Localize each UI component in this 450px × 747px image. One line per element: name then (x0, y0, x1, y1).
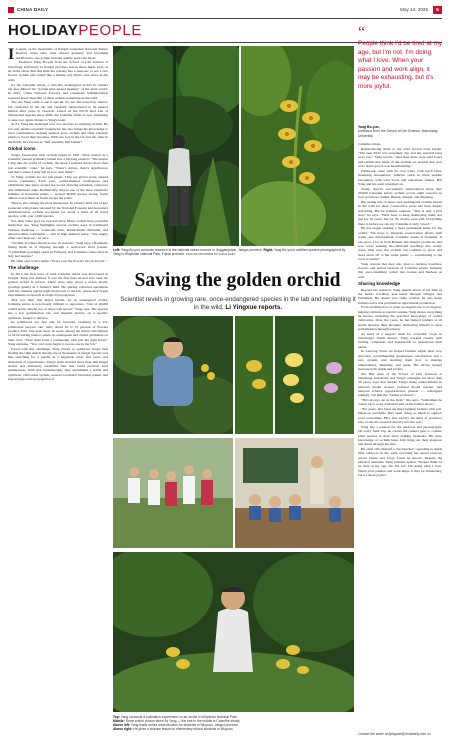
photo-yang-with-orchids (113, 552, 354, 712)
caption-text: Three orchid photos taken by Yang — the one in the middle is Calanthe striata. (125, 719, 241, 724)
photo-caption-bottom (113, 715, 354, 731)
photo-orchid-trio (235, 316, 354, 434)
paragraph: The one Yang came to see is special. It's not discovered by chance, but cultivated in the lab and carefully reintroduced to its natural habitat after years of research. Listed on the IUCN Red List of Threatened Species since 2004, the Calanthe striata is now beginning to take root again, thanks to Yang's team. (8, 100, 108, 122)
paragraph: But seeing one of these once-endangered orchids bloom in the wild for three consecutive years has been deeply rewarding. But he remains cautious. "This is only a first step," he says. "We'll need to keep monitoring them, not just for 10 years, but for 30, maybe even 100. Everything there is before we can say Calanthe is truly 'saved'." (358, 200, 442, 226)
paragraph: n April, as the mountains of Jiangxi Guanshan National Nature Reserve come alive with vibrant greenery and blooming wildflowers, one golden treasure quietly steals the show. (15, 47, 108, 60)
caption-label: Top: (113, 715, 120, 719)
caption-text: Yang Bo-yun's certified species photographed by Yang in Wuyishan National Park, Fujian province. (113, 248, 346, 257)
pull-quote-attribution (358, 125, 442, 138)
article-column-right (358, 142, 442, 730)
quote-mark-icon: “ (358, 24, 366, 41)
paragraph: From teaching how to plant an elegant tree to ecological, helping cultivate economic returns, Yang shares everything he knows, including the practical knowledge of orchid cultivation. Over the years, he has helped farmers at all levels increase their incomes, dedicating himself to rural revitalization through science. (358, 305, 442, 331)
section-title-holiday: HOLIDAY (8, 22, 79, 39)
caption-label: Right: (263, 248, 274, 252)
subheading-global-icons: Global icons (8, 146, 36, 152)
masthead-bar (8, 6, 442, 16)
paragraph: Its pollinators are few and far between, resulting in a low pollination success rate. Only about 10 to 15 percent of flowers produce fruit. Just even then, its seeds among the tiniest and lightest of all flowering plants contain no endosperm and cannot germinate on their own. "They must form a partnership with just the right fungi," Yang explains. "You can't even begin to rescue one in the lab." (8, 320, 108, 346)
paper-name: CHINA DAILY (17, 7, 49, 12)
caption-text: Yang Bo-yun conducts research in the national nature reserve in Jinggangshan, Jiangxi province. (121, 248, 263, 252)
contact-line (358, 732, 442, 736)
drop-cap: I (8, 47, 15, 63)
subheading-sharing-knowledge: Sharing knowledge (358, 281, 401, 286)
photo-caption-top (113, 248, 353, 256)
caption-label: Middle: (113, 719, 125, 724)
paragraph: He often calls himself a "backpacker", spending so much time outdoors in the wild, rewriting his nature reserves across China and every forest he knows. Despite the physical demands, Yang remains upbeat. "People think I'd be tired at my age, but I'm not. I'm doing what I love. When your passion and work align, it may be exhausting, but it's more joyful." (358, 447, 442, 478)
contact-email: liyingxue@chinadaily.com.cn (388, 732, 431, 736)
page-number: 5 (433, 6, 442, 14)
paragraph: He often says with a smile: "Every rose the flowers bloom in Life." (11, 258, 107, 263)
paragraph: Calanthe striata. (358, 142, 382, 146)
paragraph: To Yang, orchids are not just plants. They are global icons, adored across continents. Each year, orchid-themed conferences and exhibitions take place around the world, drawing scientists, collectors and enthusiasts alike. Remarkably, they're one of the most expensive families of flowering plants — around 30,000 species strong, found almost everywhere on Earth except the poles. (8, 174, 108, 201)
caption-text: Yang leads orchid reintroduction for students in Wuyuan, Jiangxi province. (130, 723, 239, 728)
section-title-people: PEOPLE (78, 22, 142, 39)
paragraph: Professor Yang Bo-yun from the School of Life Science at Nanchang University in Jiangxi province leaves these fields well, as he visits often. But this time his journey has a purpose: to see a rare flower, golden and curled like a shrimp tail, thrive once more in the wild. (8, 60, 108, 82)
subheading-challenge: The challenge (8, 265, 39, 271)
issue-date: May 14, 2025 (400, 7, 428, 12)
quote-name: Yang Bo-yun, (358, 125, 380, 129)
paragraph: Xia Bin, dean of the School of Life Sciences at Nanchang University and Yang's colleague for more than 30 years, says that despite Yang's many achievements in national model worker, national model teacher, and national science popularization pioneer — colleagues jokingly call him the "farmer professor". (358, 371, 442, 398)
top-rule (8, 18, 442, 19)
paragraph: Yang reveals that they also plan to develop branches, flowers and potted versions of Calanthe striata, bringing this once-vanishing orchid into homes and markets as well. (358, 261, 442, 279)
paragraph: As head of a support team for economic crops in Nanchang's Wanli district, Yang worked closely with leading companies and households to understand their needs. (358, 331, 442, 349)
section-title (8, 22, 142, 40)
caption-text: He gives a science lesson to elementary school students in Wuyuan. (133, 727, 234, 732)
caption-label: Left: (113, 248, 121, 252)
quote-role: professor from the School of Life Science, Nanchang University (358, 129, 438, 138)
caption-text: Yang conducts a pollination experiment on an orchid in Wuyishan National Park. (120, 715, 238, 719)
photo-golden-orchid (241, 46, 354, 246)
headline: Saving the golden orchid (134, 270, 341, 291)
paragraph: At 61, Yang has dedicated over two decades to studying orchids. He not only pushes scientific boundaries but also brings his knowledge to rural communities, helping farmers grow orchids and other valuable plants to boost their incomes. With one foot in the lab and the other in the fields, he's known as "half scientist, half farmer". (8, 122, 108, 144)
photo-researcher-forest (113, 46, 239, 246)
paragraph: They're also among the most threatened. In China's 2021 list of key protected wild plants, released by the National Forestry and Grassland Administration, orchids accounted for about a third of all listed species, with over 1,000 species. (8, 201, 108, 219)
paragraph: Reintroducing them to the wild proved even harder. "The year 2022 was extremely dry, and the survival rates were low," Yang recalls. "And then there were wild boars and rabbits that made of the orchids we planted that year were destroyed. It was heartbreaking." (358, 146, 442, 169)
deck (118, 296, 358, 313)
china-daily-logo-icon (8, 7, 14, 13)
paragraph: In Luolong Town, he helped farmers adjust their crop structure: recommending greenhouse construction and a new system, and teaching them how to manage temperatures, humidity, and pests. His advice helped increase both yields and profits. (358, 349, 442, 371)
paragraph: "Orchids in China bloom across all seasons," Yang says, effortlessly listing them as if flipping through a well-worn field journal. "Cymbidium goeringii opens in February and Calanthe comes alive in July and August." (8, 241, 108, 259)
photo-science-lesson (235, 438, 354, 548)
paragraph: Yet, their value goes far beyond rarity. Many orchids have powerful medicinal use. Yang highlights several orchids used in traditional Chinese medicine — Gastrodia elata, Dendrobium officinale, and Anoectochilus roxburghii — still in high demand today. "The supply often can't keep up," he says. (8, 218, 108, 241)
paragraph: It's the Calanthe striata, a critically endangered orchid in clusters ten feet dubbed the "golden mist-turned monkey" of the plant world. In 2021, China National Forestry and Grassland Administration reported fewer than 500 of these orchids remaining in the wild. (8, 82, 108, 100)
paragraph: "He's always out in the field," Xia says. "Sometimes he comes up to work with mud still on his leather shoes." (358, 398, 442, 407)
caption-label: Above right: (113, 727, 133, 732)
caption-label: Above left: (113, 723, 131, 728)
contact-label: Contact the writer at (358, 732, 388, 736)
paragraph: He has begun seeking a more permanent home for the orchid. "We hope to integrate conservation efforts with scenic site development. Calanthe striata is beautiful. It can grow a lot in both Hainan and Jiangxi provinces, and now we're seeking lab-cultivated seedlings into scenic areas. That way, the orchids can continue to grow and more show off to the wider public — contributing to the local economy." (358, 226, 442, 261)
paragraph: Beyond his research, Yang spends much of his time in the fields, traveling year-round through villages and farmlands. He doesn't just study orchids, he also helps farmers solve real problems in agricultural production. (358, 287, 442, 305)
photo-pollination-experiment (113, 316, 233, 434)
paragraph: Faced with this challenge, Yang turned to symbiotic fungi, first finding the right match among one of thousands of fungal species was like searching for a needle in a haystack. Over five years and thousands of experiments, Yang's team isolated more than 180 fungal strains and ultimately identified four that could promote seed germination. With that breakthrough, they established a stable and symbiotic cultivation system, secured a national invention patent, and began large-scale propagation of (8, 346, 108, 382)
photo-credit: PHOTOS PROVIDED TO CHINA DAILY (186, 252, 236, 257)
deck-text: Scientist revels in growing rare, once-endangered species in the lab and replanting it in the wild, (120, 296, 356, 312)
pull-quote: People think I'd be tired at my age, but I'm not. I'm doing what I love. When your passion and work align, it may be exhausting, but it's more joyful. (358, 40, 442, 90)
paragraph: "For years, he's been out there helping farmers with soil, hands-on problems. He's been doing so much to support local economies. He's also exactly the kind of professor who writes his research directly into the soil." (358, 407, 442, 425)
paragraph: That was their first major hurdle. As an endangered orchid, Calanthe striata is notoriously difficult to reproduce. "Out of 10,000 orchid seeds, maybe two or three will sprout," Yang says. The species has a low germination rate and depends heavily on a specific symbiotic fungus to survive. (8, 298, 108, 320)
byline: Li Yingxue reports. (225, 304, 283, 312)
paragraph: Fieldwork came with its own trials, with leech bites, mounting mosquitoes, vehicles stuck in mud, sudden encounters with wild boars and venomous snakes. But Yang and his team ploughed on. (358, 168, 442, 186)
article-column-left (8, 47, 108, 743)
paragraph: Yang's fascination with orchids began in 1991. What started as a scientific pursuit gradually turned into a lifelong passion. "The deeper I dug into the world of orchids, the more I realized there's more than just scientific value," he says. "There's culture, there's significance and that's where I truly fell in love with them." (8, 152, 108, 174)
photo-students-reintroduction (113, 438, 233, 548)
paragraph: In 2011, the first trace of wild Calanthe striata was discovered in Jiangxi. Yang was thrilled. It was the first time he had ever seen the golden orchid in person. There were only about a dozen plants, growing quietly in a farmer's field. He quickly collected specimens with his students and brought them back to the lab, where they began experiments on biotech ecological propagation. (8, 271, 108, 298)
paragraph: Yang has a passion for the outdoors and photography. On every field trip, he carries his camera gear to capture plant species at their most striking moments. His deep knowledge of orchids helps him bring out their elegance and detail through the lens. (358, 424, 442, 447)
paragraph: Today, they've successfully reintroduced more than 30,000 Calanthe striata orchids across eight reserves in four provinces: Anhui, Hunan, Jiangxi, and Zhejiang. (358, 186, 442, 200)
